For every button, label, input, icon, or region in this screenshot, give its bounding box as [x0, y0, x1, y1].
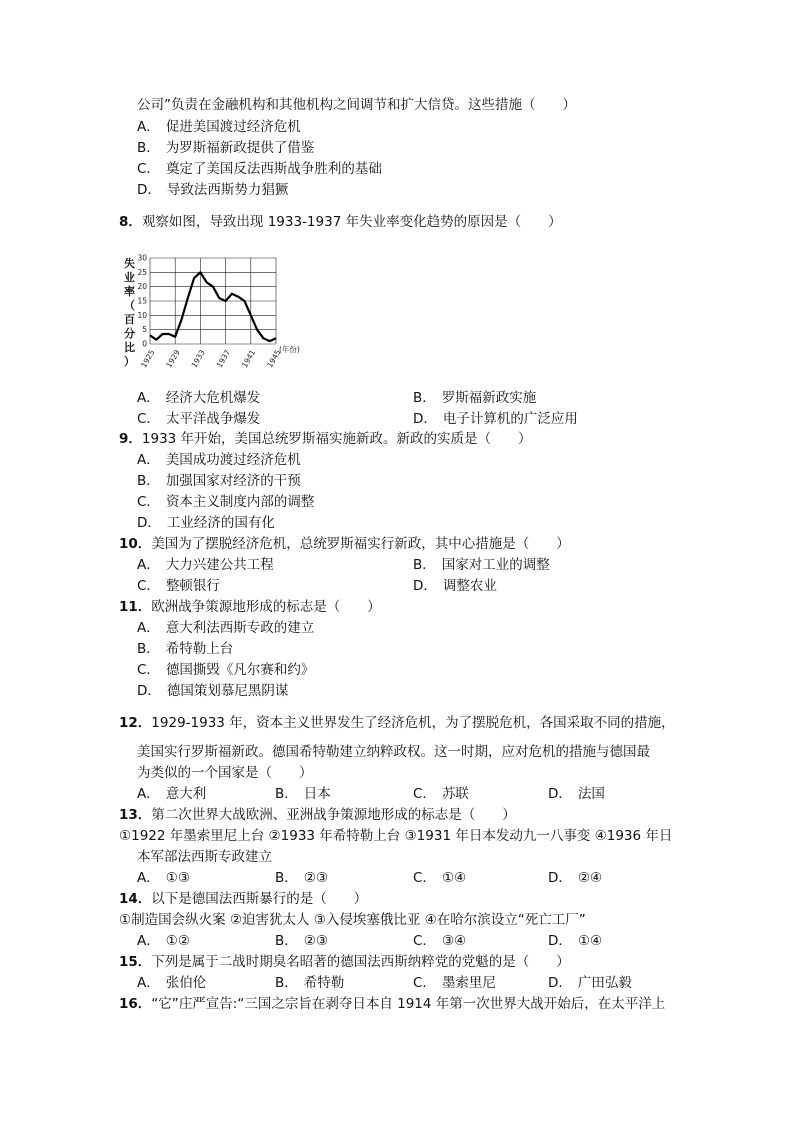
x-tick-label: 1929: [164, 348, 182, 370]
y-label-char: 率: [124, 285, 135, 298]
unemployment-chart: [116, 253, 316, 371]
q13-option-c[interactable]: C． ①④: [413, 870, 467, 886]
y-tick-label: 30: [137, 253, 147, 263]
y-tick-label: 25: [137, 267, 147, 277]
q7-option-c[interactable]: C． 奠定了美国反法西斯战争胜利的基础: [137, 161, 382, 177]
y-label-char: 分: [124, 327, 135, 340]
x-axis-label: (年份): [279, 345, 300, 354]
q9-option-a[interactable]: A． 美国成功渡过经济危机: [137, 452, 301, 468]
chart-x-ticks: [139, 348, 282, 369]
q13-option-b[interactable]: B． ②③: [275, 870, 328, 886]
q12-option-a[interactable]: A． 意大利: [137, 786, 207, 802]
q13-items-line1: ①1922 年墨索里尼上台 ②1933 年希特勒上台 ③1931 年日本发动九一八事变 ④1936 年日: [119, 828, 673, 844]
y-label-char: 失: [124, 257, 135, 270]
q11-stem: 11．欧洲战争策源地形成的标志是（ ）: [119, 599, 381, 615]
chart-y-ticks: [137, 254, 147, 349]
y-label-char: （: [124, 299, 135, 312]
q15-option-d[interactable]: D． 广田弘毅: [548, 975, 632, 991]
y-label-char: 业: [124, 271, 135, 284]
x-tick-label: 1941: [239, 348, 258, 370]
q10-option-d[interactable]: D． 调整农业: [413, 578, 497, 594]
y-label-char: ）: [124, 355, 135, 368]
q10-option-b[interactable]: B． 国家对工业的调整: [413, 557, 550, 573]
y-label-char: 百: [124, 313, 135, 326]
q13-option-d[interactable]: D． ②④: [548, 870, 603, 886]
q11-option-d[interactable]: D． 德国策划慕尼黑阴谋: [137, 683, 289, 699]
q12-stem-line1: 12．1929-1933 年，资本主义世界发生了经济危机，为了摆脱危机，各国采取不同的措施，: [119, 715, 675, 731]
q7-option-d[interactable]: D． 导致法西斯势力猖獗: [137, 182, 289, 198]
q8-option-c[interactable]: C． 太平洋战争爆发: [137, 411, 261, 427]
q11-option-b[interactable]: B． 希特勒上台: [137, 641, 234, 657]
q12-stem-line3: 为类似的一个国家是（ ）: [137, 765, 313, 781]
q8-option-d[interactable]: D． 电子计算机的广泛应用: [413, 411, 578, 427]
q12-option-d[interactable]: D． 法国: [548, 786, 605, 802]
y-tick-label: 20: [137, 282, 147, 292]
x-tick-label: 1937: [214, 348, 233, 370]
x-tick-label: 1945: [265, 348, 283, 370]
q12-option-c[interactable]: C． 苏联: [413, 786, 469, 802]
q9-option-d[interactable]: D． 工业经济的国有化: [137, 515, 275, 531]
q14-option-b[interactable]: B． ②③: [275, 933, 328, 949]
q15-option-c[interactable]: C． 墨索里尼: [413, 975, 496, 991]
q14-items: ①制造国会纵火案 ②迫害犹太人 ③入侵埃塞俄比亚 ④在哈尔滨设立“死亡工厂”: [119, 912, 586, 928]
q12-stem-line2: 美国实行罗斯福新政。德国希特勒建立纳粹政权。这一时期，应对危机的措施与德国最: [137, 744, 650, 760]
q11-option-c[interactable]: C． 德国撕毁《凡尔赛和约》: [137, 662, 315, 678]
q7-option-a[interactable]: A． 促进美国渡过经济危机: [137, 119, 301, 135]
q8-stem: 8．观察如图，导致出现 1933-1937 年失业率变化趋势的原因是（ ）: [119, 214, 562, 230]
y-tick-label: 15: [137, 296, 147, 306]
y-tick-label: 5: [142, 325, 147, 335]
q16-stem: 16．“它”庄严宣告:“三国之宗旨在剥夺日本自 1914 年第一次世界大战开始后，在太平洋上: [119, 996, 666, 1012]
q14-option-a[interactable]: A． ①②: [137, 933, 190, 949]
q15-stem: 15．下列是属于二战时期臭名昭著的德国法西斯纳粹党的党魁的是（ ）: [119, 954, 570, 970]
x-tick-label: 1925: [139, 348, 157, 370]
q14-option-d[interactable]: D． ①④: [548, 933, 603, 949]
q8-option-b[interactable]: B． 罗斯福新政实施: [413, 390, 537, 406]
series-line-unemployment: [150, 272, 276, 341]
q10-option-a[interactable]: A． 大力兴建公共工程: [137, 557, 274, 573]
q9-option-b[interactable]: B． 加强国家对经济的干预: [137, 473, 301, 489]
q10-option-c[interactable]: C． 整顿银行: [137, 578, 220, 594]
q14-option-c[interactable]: C． ③④: [413, 933, 467, 949]
q11-option-a[interactable]: A． 意大利法西斯专政的建立: [137, 620, 315, 636]
x-tick-label: 1933: [189, 348, 207, 370]
q14-stem: 14．以下是德国法西斯暴行的是（ ）: [119, 891, 368, 907]
q15-option-b[interactable]: B． 希特勒: [275, 975, 345, 991]
y-label-char: 比: [124, 341, 135, 354]
q7-stem-tail: 公司”负责在金融机构和其他机构之间调节和扩大信贷。这些措施（ ）: [137, 97, 576, 113]
q10-stem: 10．美国为了摆脱经济危机，总统罗斯福实行新政，其中心措施是（ ）: [119, 536, 570, 552]
q12-option-b[interactable]: B． 日本: [275, 786, 331, 802]
q7-option-b[interactable]: B． 为罗斯福新政提供了借鉴: [137, 140, 315, 156]
y-tick-label: 10: [137, 310, 147, 320]
q13-option-a[interactable]: A． ①③: [137, 870, 190, 886]
q15-option-a[interactable]: A． 张伯伦: [137, 975, 207, 991]
q9-option-c[interactable]: C． 资本主义制度内部的调整: [137, 494, 315, 510]
q13-stem: 13．第二次世界大战欧洲、亚洲战争策源地形成的标志是（ ）: [119, 807, 516, 823]
chart-y-label: [124, 256, 135, 368]
q9-stem: 9．1933 年开始，美国总统罗斯福实施新政。新政的实质是（ ）: [119, 431, 532, 447]
q8-option-a[interactable]: A． 经济大危机爆发: [137, 390, 261, 406]
q13-items-line2: 本军部法西斯专政建立: [137, 849, 272, 865]
y-tick-label: 0: [142, 339, 147, 349]
